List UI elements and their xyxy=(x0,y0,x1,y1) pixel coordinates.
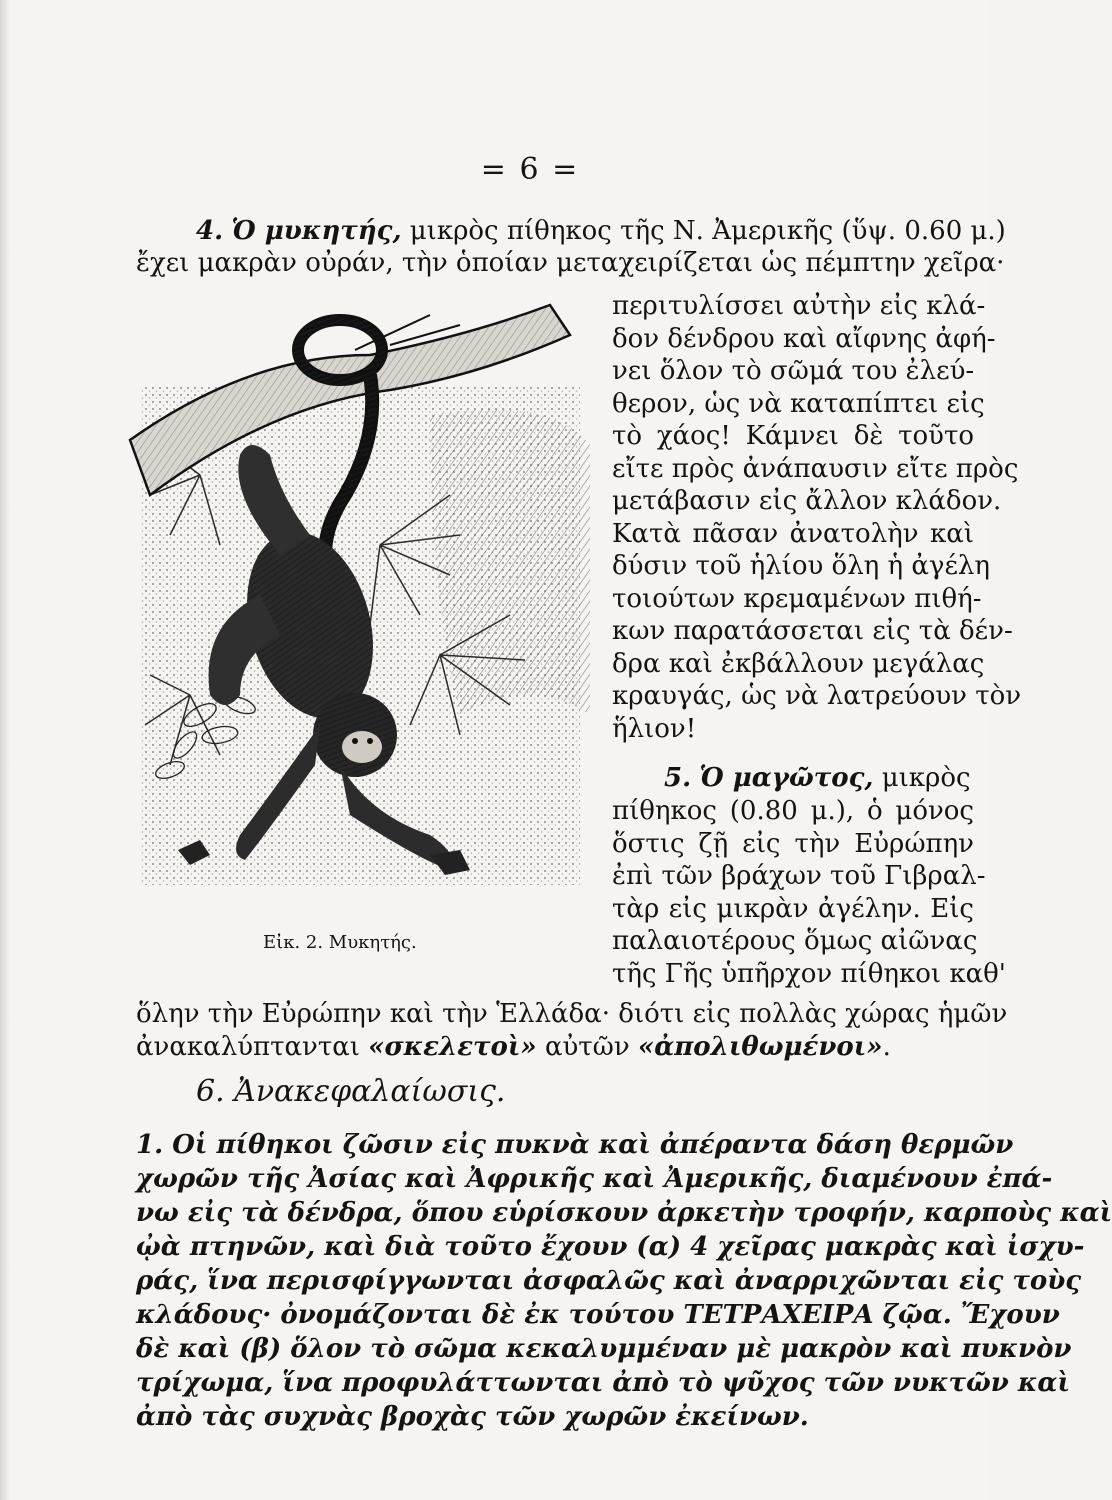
section4-text-line: δρα καὶ ἐκβάλλουν μεγάλας xyxy=(612,648,985,679)
summary-text-line: 1. Οἱ πίθηκοι ζῶσιν εἰς πυκνὰ καὶ ἀπέραντα δάση θερμῶν xyxy=(136,1130,1014,1160)
quote-skeletons: «σκελετοὶ» xyxy=(368,1031,537,1062)
monkey-illustration xyxy=(130,295,600,915)
summary-text-line: τρίχωμα, ἵνα προφυλάττωνται ἀπὸ τὸ ψῦχος τῶν νυκτῶν καὶ xyxy=(136,1368,1070,1398)
summary-text-line: ᾠὰ πτηνῶν, καὶ διὰ τοῦτο ἔχουν (α) 4 χεῖρας μακρὰς καὶ ἰσχυ- xyxy=(136,1232,1085,1262)
section5-side-column xyxy=(612,795,1006,990)
section5-full-line2-mid: αὐτῶν xyxy=(544,1031,630,1062)
section5-full-line2 xyxy=(136,1031,968,1064)
section4-text-line: τὸ χάος! Κάμνει δὲ τοῦτο xyxy=(612,421,974,451)
section4-text-line: νει ὅλον τὸ σῶμά του ἐλεύ- xyxy=(612,356,975,386)
summary-text-line: ἀπὸ τὰς συχνὰς βροχὰς τῶν χωρῶν ἐκείνων. xyxy=(136,1402,809,1432)
section5-text-line: τῆς Γῆς ὑπῆρχον πίθηκοι καθ' xyxy=(612,958,1006,989)
section5-title: Ὁ μαγῶτος, xyxy=(699,763,874,793)
section4-text-line: δύσιν τοῦ ἡλίου ὅλη ἡ ἀγέλη xyxy=(612,551,990,581)
section4-text-line: μετάβασιν εἰς ἄλλον κλάδον. xyxy=(612,486,1002,516)
section5-text-line: παλαιοτέρους ὅμως αἰῶνας xyxy=(612,926,978,956)
section5-text-line: ὅστις ζῇ εἰς τὴν Εὐρώπην xyxy=(612,828,974,859)
summary-text-line: δὲ καὶ (β) ὅλον τὸ σῶμα κεκαλυμμέναν μὲ μακρὸν καὶ πυκνὸν xyxy=(136,1334,1072,1364)
section4-text-line: κραυγάς, ὡς νὰ λατρεύουν τὸν xyxy=(612,681,1022,711)
section4-text-line: εἴτε πρὸς ἀνάπαυσιν εἴτε πρὸς xyxy=(612,453,1019,484)
section5-full-line2-end: . xyxy=(882,1031,891,1062)
section5-text-line: τὰρ εἰς μικρὰν ἀγέλην. Εἰς xyxy=(612,893,974,924)
section5-text-line: πίθηκος (0.80 μ.), ὁ μόνος xyxy=(612,796,974,826)
section5-number: 5. xyxy=(664,763,692,793)
summary-text-line: κλάδους· ὀνομάζονται δὲ ἐκ τούτου ΤΕΤΡΑΧΕΙΡΑ ζῷα. Ἔχουν xyxy=(136,1300,1060,1330)
section4-line1-rest: μικρὸς πίθηκος τῆς Ν. Ἀμερικῆς (ὕψ. 0.60 μ.) xyxy=(409,216,1006,246)
section4-text-line: θερον, ὡς νὰ καταπίπτει εἰς xyxy=(612,388,985,419)
section4-number: 4. xyxy=(196,216,224,246)
summary-block xyxy=(136,1128,1112,1434)
section4-line2: ἔχει μακρὰν οὐράν, τὴν ὁποίαν μεταχειρίζεται ὡς πέμπτην χεῖρα· xyxy=(136,248,1005,278)
section4-side-column xyxy=(612,290,1022,745)
quote-fossilized: «ἀπολιθωμένοι» xyxy=(637,1031,883,1062)
section4-text-line: τοιούτων κρεμαμένων πιθή- xyxy=(612,583,982,614)
page-edge xyxy=(0,0,10,1500)
section5-continuation xyxy=(136,998,1008,1063)
section4-text-line: δον δένδρου καὶ αἴφνης ἀφή- xyxy=(612,323,996,354)
section5-line1 xyxy=(664,762,971,795)
section4-text-line: Κατὰ πᾶσαν ἀνατολὴν καὶ xyxy=(612,518,974,549)
section5-line1-rest: μικρὸς xyxy=(881,763,971,793)
section5-text-line: ἐπὶ τῶν βράχων τοῦ Γιβραλ- xyxy=(612,861,986,891)
section4-title: Ὁ μυκητής, xyxy=(231,216,402,246)
section4-text-line: ἥλιον! xyxy=(612,713,697,744)
section4-text-line: κων παρατάσσεται εἰς τὰ δέν- xyxy=(612,616,1013,646)
summary-text-line: νω εἰς τὰ δένδρα, ὅπου εὑρίσκουν ἀρκετὴν τροφήν, καρποὺς καὶ xyxy=(136,1198,1112,1228)
section6-heading: 6. Ἀνακεφαλαίωσις. xyxy=(196,1074,506,1109)
section4-text-line: περιτυλίσσει αὐτὴν εἰς κλά- xyxy=(612,291,986,321)
summary-text-line: ράς, ἵνα περισφίγγωνται ἀσφαλῶς καὶ ἀναρριχῶνται εἰς τοὺς xyxy=(136,1266,1082,1296)
section4-line2-block xyxy=(136,247,1005,280)
summary-text-line: χωρῶν τῆς Ἀσίας καὶ Ἀφρικῆς καὶ Ἀμερικῆς, διαμένουν ἐπά- xyxy=(136,1164,1053,1194)
page-number: = 6 = xyxy=(480,152,580,187)
figure-caption: Εἰκ. 2. Μυκητής. xyxy=(263,932,417,953)
section5-full-line1: ὅλην τὴν Εὐρώπην καὶ τὴν Ἑλλάδα· διότι εἰς πολλὰς χώρας ἡμῶν xyxy=(136,999,1008,1029)
section4-line1 xyxy=(196,215,1006,248)
section5-full-line2-start: ἀνακαλύπτανται xyxy=(136,1031,360,1062)
